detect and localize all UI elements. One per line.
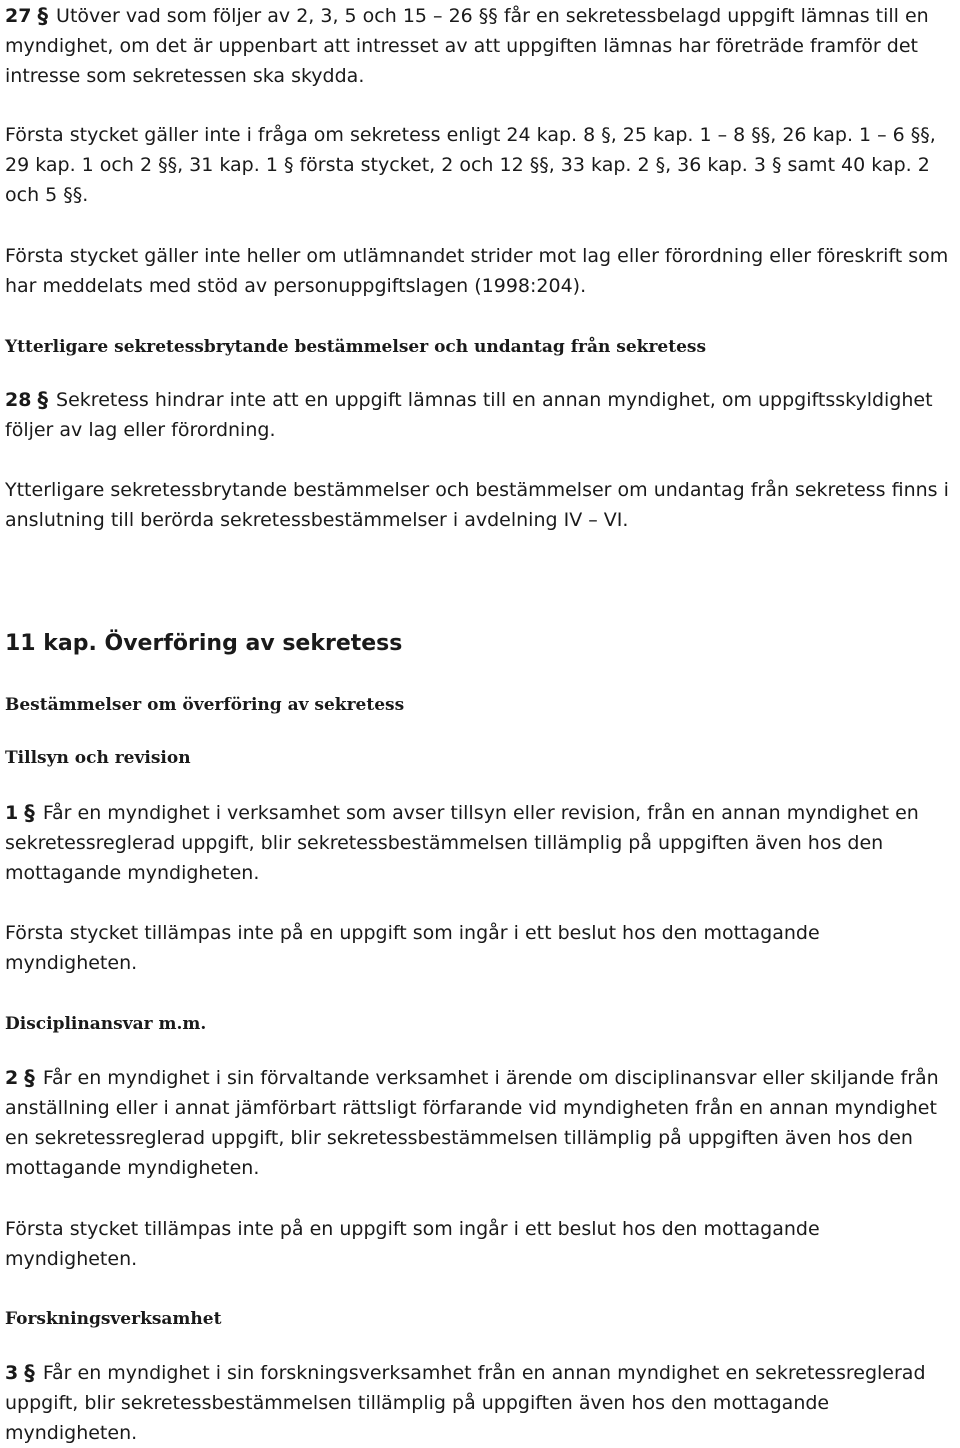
section-number: 3 — [5, 1362, 19, 1384]
paragraph-1-stycke-2: Första stycket tillämpas inte på en uppgift som ingår i ett beslut hos den mottagande myndigheten. — [5, 922, 820, 974]
section-sign-icon: § — [24, 1066, 35, 1090]
paragraph-1 — [5, 797, 957, 888]
heading-forskning: Forskningsverksamhet — [5, 1309, 222, 1329]
paragraph-text: Får en myndighet i sin förvaltande verksamhet i ärende om disciplinansvar eller skiljande från anställning eller i annat jämförbart rättsligt förfarande vid myndigheten från en annan myndighet en sekretessreglerad uppgift, blir sekretessbestämmelsen tillämplig på uppgiften även hos den mottagande myndigheten. — [5, 1067, 939, 1179]
heading-tillsyn: Tillsyn och revision — [5, 748, 191, 768]
heading-overforing: Bestämmelser om överföring av sekretess — [5, 695, 405, 715]
section-number: 1 — [5, 802, 19, 824]
section-number: 28 — [5, 389, 32, 411]
section-sign-icon: § — [24, 801, 35, 825]
section-number: 27 — [5, 5, 32, 27]
chapter-title: 11 kap. Överföring av sekretess — [5, 631, 403, 656]
heading-ytterligare: Ytterligare sekretessbrytande bestämmelser och undantag från sekretess — [5, 337, 707, 357]
section-sign-icon: § — [37, 388, 48, 412]
paragraph-27-stycke-3: Första stycket gäller inte heller om utlämnandet strider mot lag eller förordning eller föreskrift som har meddelats med stöd av personuppgiftslagen (1998:204). — [5, 245, 949, 297]
paragraph-text: Får en myndighet i verksamhet som avser tillsyn eller revision, från en annan myndighet en sekretessreglerad uppgift, blir sekretessbestämmelsen tillämplig på uppgiften även hos den mottagande myndigheten. — [5, 802, 919, 884]
paragraph-3 — [5, 1357, 957, 1448]
paragraph-28 — [5, 384, 957, 445]
paragraph-28-stycke-2: Ytterligare sekretessbrytande bestämmelser och bestämmelser om undantag från sekretess finns i anslutning till berörda sekretessbestämmelser i avdelning IV – VI. — [5, 479, 949, 531]
paragraph-27-stycke-2: Första stycket gäller inte i fråga om sekretess enligt 24 kap. 8 §, 25 kap. 1 – 8 §§, 26 kap. 1 – 6 §§, 29 kap. 1 och 2 §§, 31 kap. 1 § första stycket, 2 och 12 §§, 33 kap. 2 §, 36 kap. 3 § samt 40 kap. 2 och 5 §§. — [5, 124, 936, 206]
section-sign-icon: § — [37, 4, 48, 28]
paragraph-2 — [5, 1062, 957, 1183]
paragraph-text: Sekretess hindrar inte att en uppgift lämnas till en annan myndighet, om uppgiftsskyldighet följer av lag eller förordning. — [5, 389, 933, 441]
heading-disciplin: Disciplinansvar m.m. — [5, 1014, 207, 1034]
paragraph-text: Får en myndighet i sin forskningsverksamhet från en annan myndighet en sekretessreglerad uppgift, blir sekretessbestämmelsen tillämplig på uppgiften även hos den mottagande myndigheten. — [5, 1362, 926, 1444]
paragraph-2-stycke-2: Första stycket tillämpas inte på en uppgift som ingår i ett beslut hos den mottagande myndigheten. — [5, 1218, 820, 1270]
section-sign-icon: § — [24, 1361, 35, 1385]
paragraph-27 — [5, 0, 957, 91]
section-number: 2 — [5, 1067, 19, 1089]
paragraph-text: Utöver vad som följer av 2, 3, 5 och 15 – 26 §§ får en sekretessbelagd uppgift lämnas till en myndighet, om det är uppenbart att intresset av att uppgiften lämnas har företräde framför det intresse som sekretessen ska skydda. — [5, 5, 929, 87]
